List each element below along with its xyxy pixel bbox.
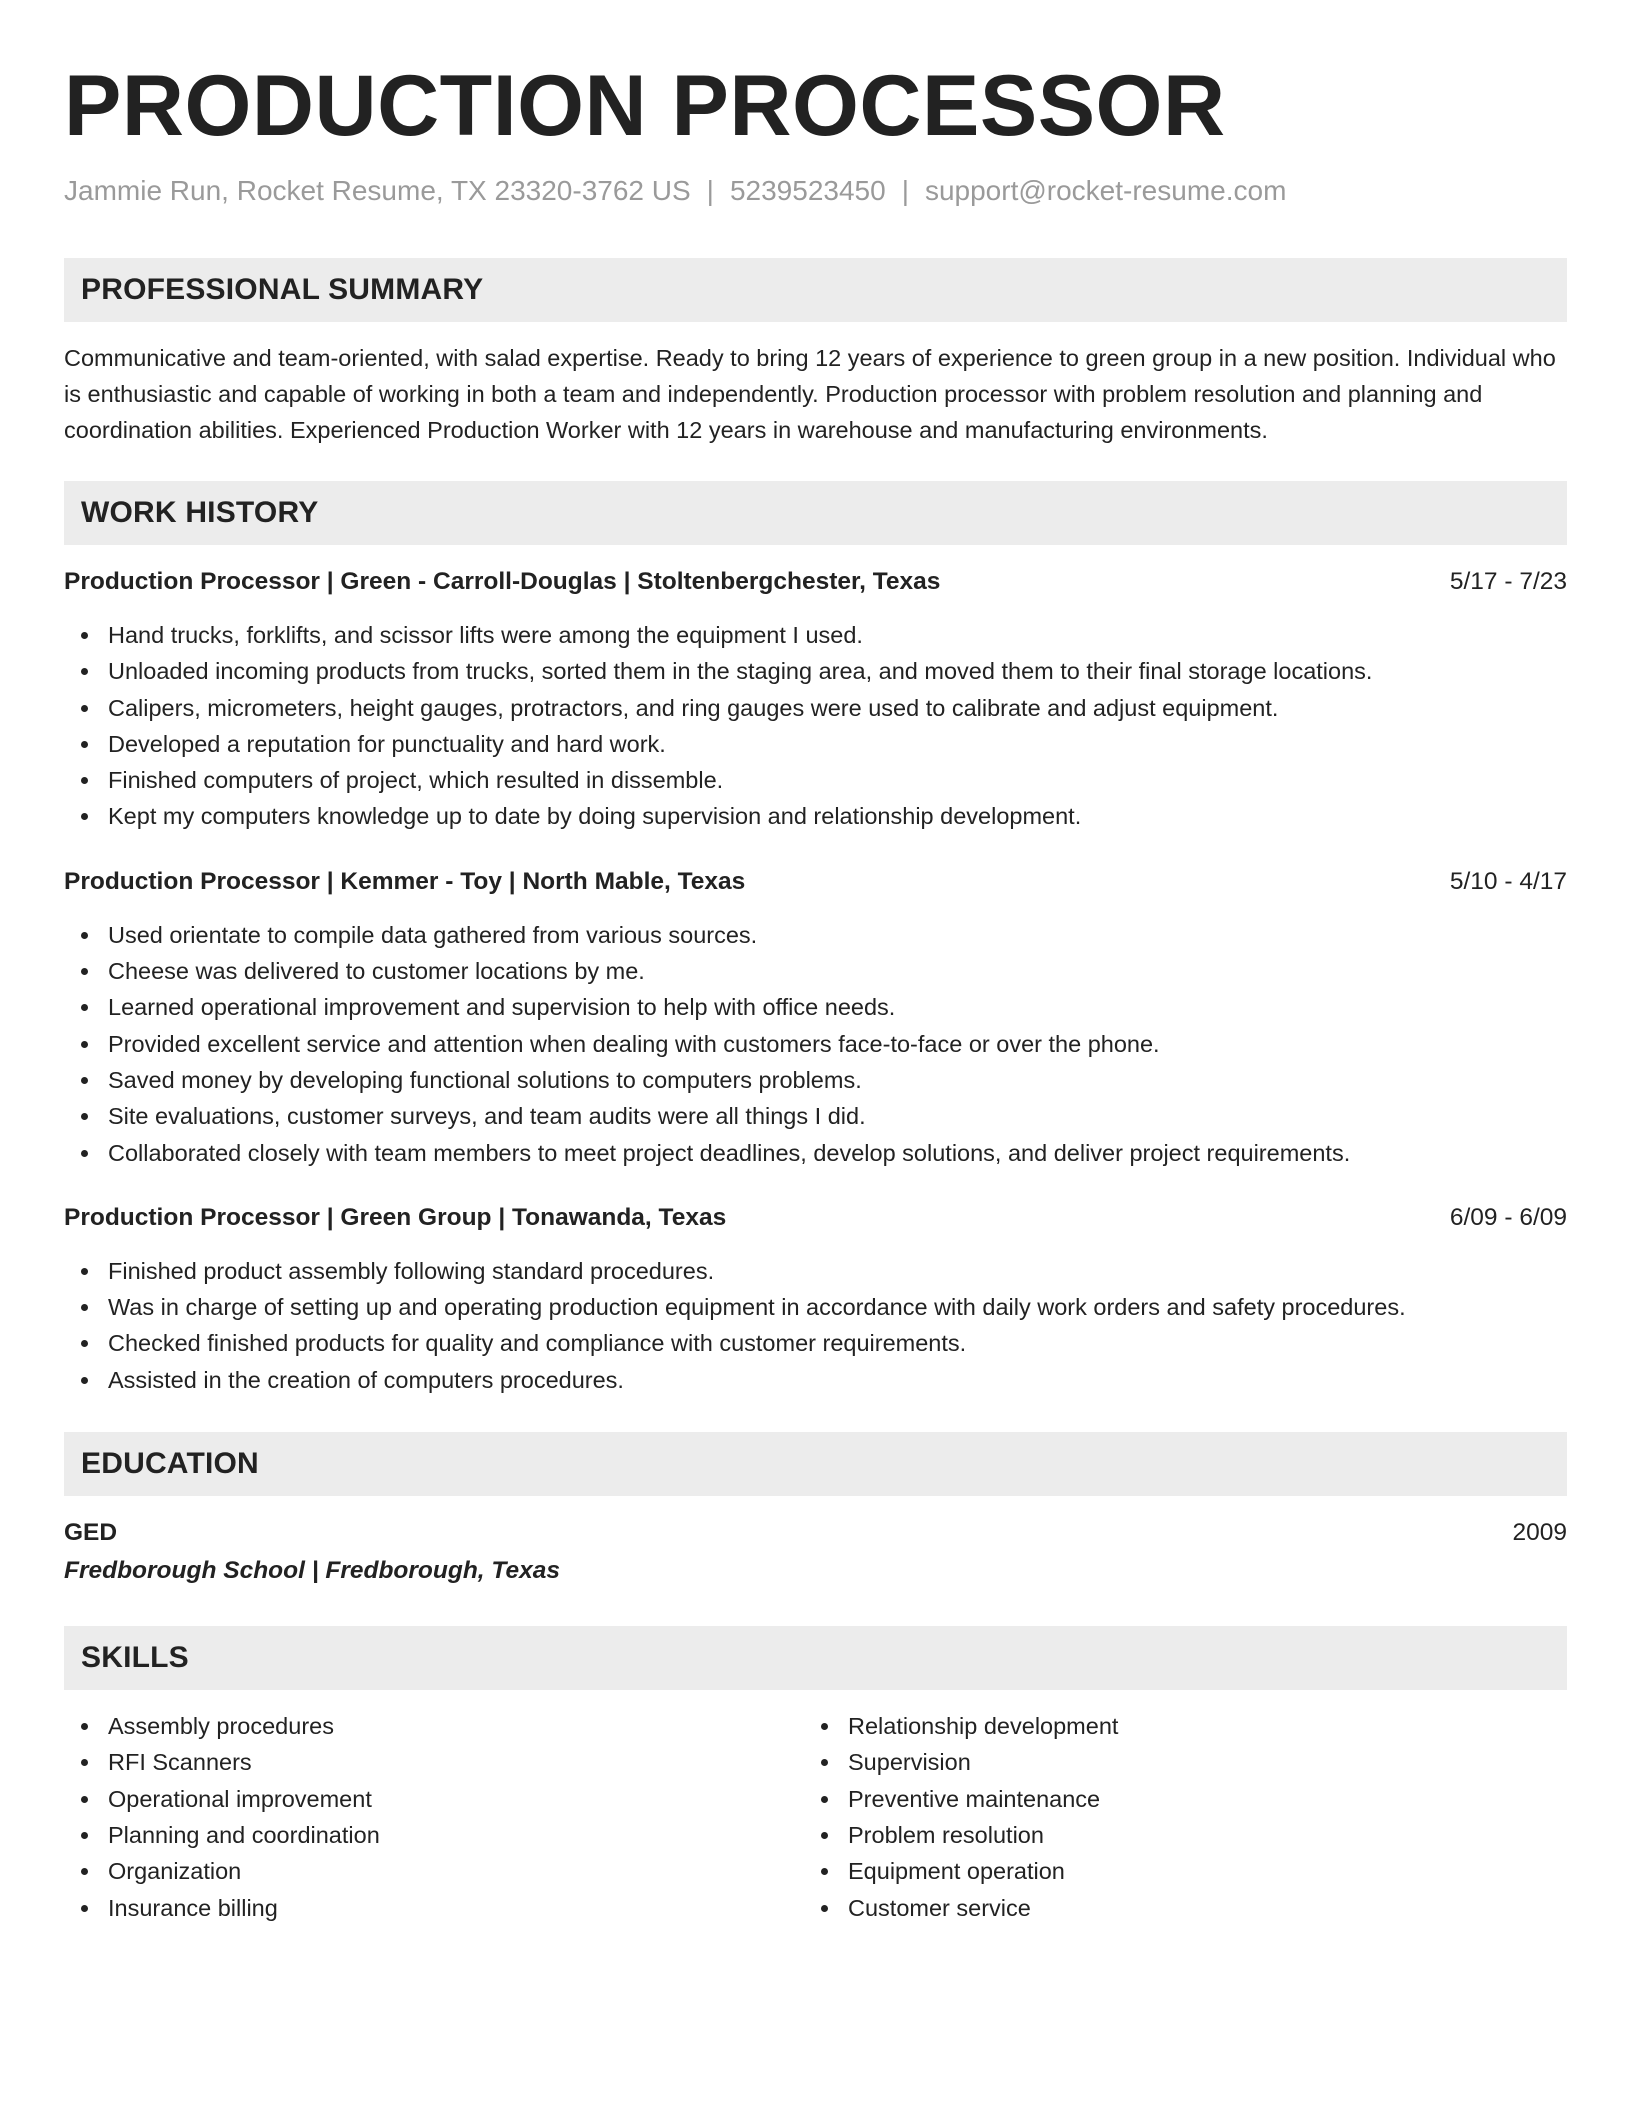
education-entry (64, 1516, 1567, 1588)
job-header (64, 865, 1567, 899)
summary-text: Communicative and team-oriented, with salad expertise. Ready to bring 12 years of experience to green group in a new position. Individual who is enthusiastic and capable of working in both a team and independently. Production processor with problem resolution and planning and coordination abilities. Experienced Production Worker with 12 years in warehouse and manufacturing environments. (64, 345, 1556, 443)
education-degree: GED (64, 1519, 118, 1547)
job-bullet: Developed a reputation for punctuality and hard work. (64, 726, 1567, 762)
job-bullet: Provided excellent service and attention when dealing with customers face-to-face or over the phone. (64, 1026, 1567, 1062)
job-bullet: Finished computers of project, which resulted in dissemble. (64, 762, 1567, 798)
job-bullet: Checked finished products for quality and compliance with customer requirements. (64, 1325, 1567, 1361)
resume-page (64, 58, 1567, 1926)
section-heading-education: EDUCATION (64, 1432, 1567, 1496)
skill-item: Organization (64, 1853, 804, 1889)
job-bullet: Unloaded incoming products from trucks, sorted them in the staging area, and moved them to their final storage locations. (64, 653, 1567, 689)
skill-item: RFI Scanners (64, 1744, 804, 1780)
skill-item: Insurance billing (64, 1890, 804, 1926)
job-dates: 5/17 - 7/23 (1449, 568, 1567, 595)
skill-item: Operational improvement (64, 1781, 804, 1817)
job-entry (64, 565, 1567, 835)
contact-line (64, 174, 1567, 208)
job-bullets (64, 617, 1567, 835)
skill-item: Supervision (804, 1744, 1544, 1780)
contact-email: support@rocket-resume.com (924, 175, 1287, 206)
skill-item: Problem resolution (804, 1817, 1544, 1853)
job-bullet: Collaborated closely with team members to meet project deadlines, develop solutions, and deliver project requirements. (64, 1135, 1567, 1171)
contact-phone: 5239523450 (729, 175, 886, 206)
resume-name: PRODUCTION PROCESSOR (64, 58, 1226, 154)
contact-separator: | (901, 175, 909, 206)
job-bullet: Cheese was delivered to customer locations by me. (64, 953, 1567, 989)
skills-column-left (64, 1708, 804, 1926)
section-heading-work-history: WORK HISTORY (64, 481, 1567, 545)
education-header (64, 1516, 1567, 1550)
job-dates: 6/09 - 6/09 (1449, 1203, 1567, 1231)
job-bullet: Learned operational improvement and supervision to help with office needs. (64, 989, 1567, 1025)
job-bullet: Assisted in the creation of computers procedures. (64, 1362, 1567, 1398)
education-school: Fredborough School | Fredborough, Texas (64, 1557, 560, 1585)
skill-item: Customer service (804, 1890, 1544, 1926)
education-year: 2009 (1512, 1519, 1567, 1547)
job-entry (64, 1201, 1567, 1398)
job-bullet: Saved money by developing functional solutions to computers problems. (64, 1062, 1567, 1098)
skill-item: Preventive maintenance (804, 1781, 1544, 1817)
skill-item: Relationship development (804, 1708, 1544, 1744)
job-bullet: Calipers, micrometers, height gauges, protractors, and ring gauges were used to calibrate and adjust equipment. (64, 690, 1567, 726)
job-header (64, 1201, 1567, 1235)
job-title: Production Processor | Kemmer - Toy | North Mable, Texas (64, 867, 746, 895)
skill-item: Assembly procedures (64, 1708, 804, 1744)
job-header (64, 565, 1567, 599)
job-bullet: Hand trucks, forklifts, and scissor lifts were among the equipment I used. (64, 617, 1567, 653)
job-entry (64, 865, 1567, 1171)
job-bullet: Kept my computers knowledge up to date by doing supervision and relationship development. (64, 798, 1567, 834)
skill-item: Equipment operation (804, 1853, 1544, 1889)
section-heading-skills: SKILLS (64, 1626, 1567, 1690)
job-bullet: Used orientate to compile data gathered from various sources. (64, 917, 1567, 953)
section-heading-summary: PROFESSIONAL SUMMARY (64, 258, 1567, 322)
job-title: Production Processor | Green - Carroll-Douglas | Stoltenbergchester, Texas (64, 568, 941, 595)
contact-separator: | (706, 175, 714, 206)
skills-column-right (804, 1708, 1544, 1926)
job-bullets (64, 917, 1567, 1171)
job-bullet: Site evaluations, customer surveys, and team audits were all things I did. (64, 1098, 1567, 1134)
skill-item: Planning and coordination (64, 1817, 804, 1853)
job-title: Production Processor | Green Group | Tonawanda, Texas (64, 1203, 727, 1231)
job-bullets (64, 1253, 1567, 1398)
job-bullet: Was in charge of setting up and operating production equipment in accordance with daily work orders and safety procedures. (64, 1289, 1567, 1325)
job-dates: 5/10 - 4/17 (1449, 867, 1567, 895)
job-bullet: Finished product assembly following standard procedures. (64, 1253, 1567, 1289)
skills-grid (64, 1708, 1567, 1926)
contact-address: Jammie Run, Rocket Resume, TX 23320-3762 US (64, 175, 691, 206)
